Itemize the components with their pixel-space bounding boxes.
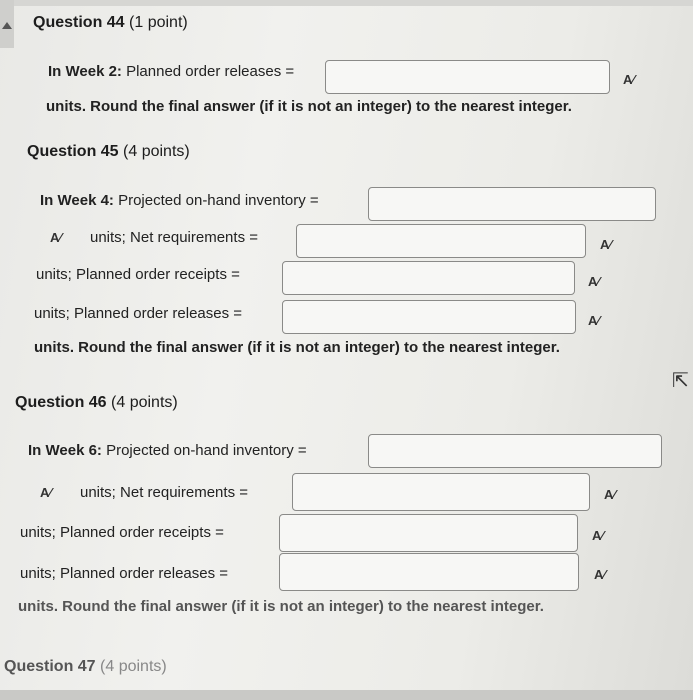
- q45-line3: units; Planned order receipts =: [36, 266, 240, 283]
- question-46-title: Question 46 (4 points): [15, 394, 178, 411]
- spellcheck-icon[interactable]: A⁄: [623, 72, 635, 87]
- question-47-title: Question 47 (4 points): [4, 658, 167, 675]
- spellcheck-icon[interactable]: A⁄: [600, 237, 612, 252]
- question-44-title: Question 44 (1 point): [33, 14, 188, 31]
- collapse-handle[interactable]: [0, 0, 14, 48]
- q46-line3: units; Planned order receipts =: [20, 524, 224, 541]
- spellcheck-icon[interactable]: A⁄: [40, 485, 52, 500]
- q46-line5: units. Round the final answer (if it is not an integer) to the nearest integer.: [18, 598, 544, 615]
- q45-line1: In Week 4: Projected on-hand inventory =: [40, 192, 319, 209]
- q45-planned-order-receipts-input[interactable]: [282, 261, 575, 295]
- q45-line4: units; Planned order releases =: [34, 305, 243, 322]
- spellcheck-icon[interactable]: A⁄: [592, 528, 604, 543]
- q45-planned-order-releases-input[interactable]: [282, 300, 576, 334]
- spellcheck-icon[interactable]: A⁄: [50, 230, 62, 245]
- q46-planned-order-receipts-input[interactable]: [279, 514, 578, 552]
- q46-line1: In Week 6: Projected on-hand inventory =: [28, 442, 307, 459]
- q44-line1: In Week 2: Planned order releases =: [48, 63, 295, 80]
- bottom-divider: [0, 690, 693, 700]
- q46-line2: units; Net requirements =: [80, 484, 248, 501]
- q44-line2: units. Round the final answer (if it is not an integer) to the nearest integer.: [46, 98, 572, 115]
- spellcheck-icon[interactable]: A⁄: [594, 567, 606, 582]
- q45-net-requirements-input[interactable]: [296, 224, 586, 258]
- q45-projected-on-hand-input[interactable]: [368, 187, 656, 221]
- spellcheck-icon[interactable]: A⁄: [588, 274, 600, 289]
- q45-line2: units; Net requirements =: [90, 229, 258, 246]
- spellcheck-icon[interactable]: A⁄: [604, 487, 616, 502]
- top-bar: [0, 0, 693, 6]
- q45-line5: units. Round the final answer (if it is not an integer) to the nearest integer.: [34, 339, 560, 356]
- mouse-cursor-icon: ⇱: [672, 370, 689, 392]
- q46-planned-order-releases-input[interactable]: [279, 553, 579, 591]
- q46-net-requirements-input[interactable]: [292, 473, 590, 511]
- q46-line4: units; Planned order releases =: [20, 565, 229, 582]
- collapse-arrow-icon[interactable]: [2, 22, 12, 29]
- question-45-title: Question 45 (4 points): [27, 143, 190, 160]
- spellcheck-icon[interactable]: A⁄: [588, 313, 600, 328]
- q44-planned-order-releases-input[interactable]: [325, 60, 610, 94]
- q46-projected-on-hand-input[interactable]: [368, 434, 662, 468]
